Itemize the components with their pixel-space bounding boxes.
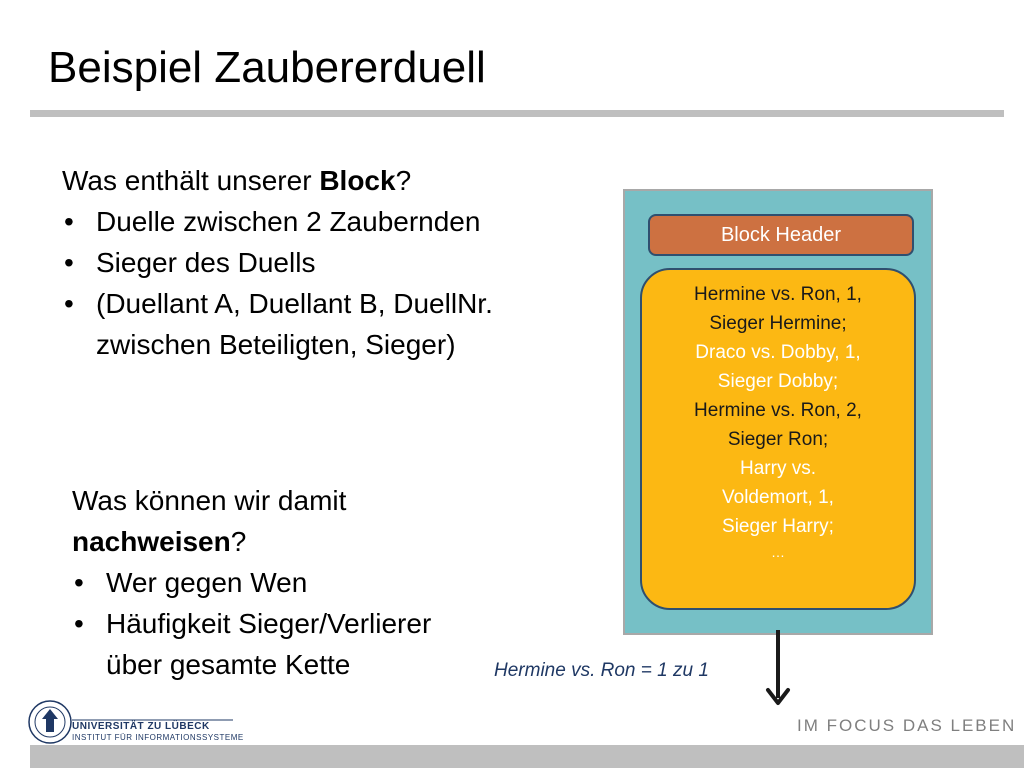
proof-heading bbox=[72, 480, 472, 562]
institute-name: INSTITUT FÜR INFORMATIONSSYSTEME bbox=[72, 733, 244, 742]
data-line: Hermine vs. Ron, 1, bbox=[694, 284, 862, 305]
block-contents-list bbox=[62, 201, 532, 365]
data-line: Voldemort, 1, bbox=[722, 487, 834, 508]
result-label: Hermine vs. Ron = 1 zu 1 bbox=[494, 660, 709, 681]
slide-title: Beispiel Zaubererduell bbox=[48, 43, 486, 92]
heading-bold: nachweisen bbox=[72, 526, 231, 557]
title-divider bbox=[30, 110, 1004, 117]
list-item bbox=[62, 242, 532, 283]
proof-section bbox=[72, 480, 472, 685]
list-item-text: Häufigkeit Sieger/Verlierer über gesamte Kette bbox=[106, 608, 432, 680]
heading-prefix: Was enthält unserer bbox=[62, 165, 320, 196]
data-line-ellipsis: … bbox=[771, 544, 785, 560]
footer-bar bbox=[30, 745, 1024, 768]
heading-prefix: Was können wir damit bbox=[72, 485, 347, 516]
block-contents-heading bbox=[62, 160, 532, 201]
data-line: Harry vs. bbox=[740, 458, 816, 479]
list-item bbox=[62, 283, 532, 365]
block-header-box: Block Header bbox=[648, 214, 914, 256]
data-line: Sieger Dobby; bbox=[717, 371, 839, 392]
proof-list bbox=[72, 562, 472, 685]
list-item-text: Sieger des Duells bbox=[96, 247, 316, 278]
bullet-icon: • bbox=[74, 608, 84, 639]
list-item-text: Wer gegen Wen bbox=[106, 567, 308, 598]
data-line: Sieger Harry; bbox=[722, 516, 834, 537]
list-item bbox=[72, 603, 472, 685]
data-line: Hermine vs. Ron, 2, bbox=[694, 400, 862, 421]
block-contents-section bbox=[62, 160, 532, 365]
list-item bbox=[72, 562, 472, 603]
bullet-icon: • bbox=[64, 206, 74, 237]
list-item-text: (Duellant A, Duellant B, DuellNr. zwischen Beteiligten, Sieger) bbox=[96, 288, 493, 360]
footer-tagline: IM FOCUS DAS LEBEN bbox=[797, 716, 1017, 735]
data-line: Sieger Hermine; bbox=[709, 313, 847, 334]
block-data-box bbox=[640, 268, 916, 610]
university-name: UNIVERSITÄT ZU LÜBECK bbox=[72, 721, 210, 732]
heading-suffix: ? bbox=[395, 165, 412, 196]
bullet-icon: • bbox=[64, 247, 74, 278]
list-item bbox=[62, 201, 532, 242]
bullet-icon: • bbox=[74, 567, 84, 598]
heading-bold: Block bbox=[319, 165, 396, 196]
down-arrow-icon bbox=[765, 630, 791, 710]
list-item-text: Duelle zwischen 2 Zaubernden bbox=[96, 206, 481, 237]
heading-suffix: ? bbox=[230, 526, 247, 557]
data-line: Draco vs. Dobby, 1, bbox=[695, 342, 861, 363]
bullet-icon: • bbox=[64, 288, 74, 319]
data-line: Sieger Ron; bbox=[727, 429, 829, 450]
